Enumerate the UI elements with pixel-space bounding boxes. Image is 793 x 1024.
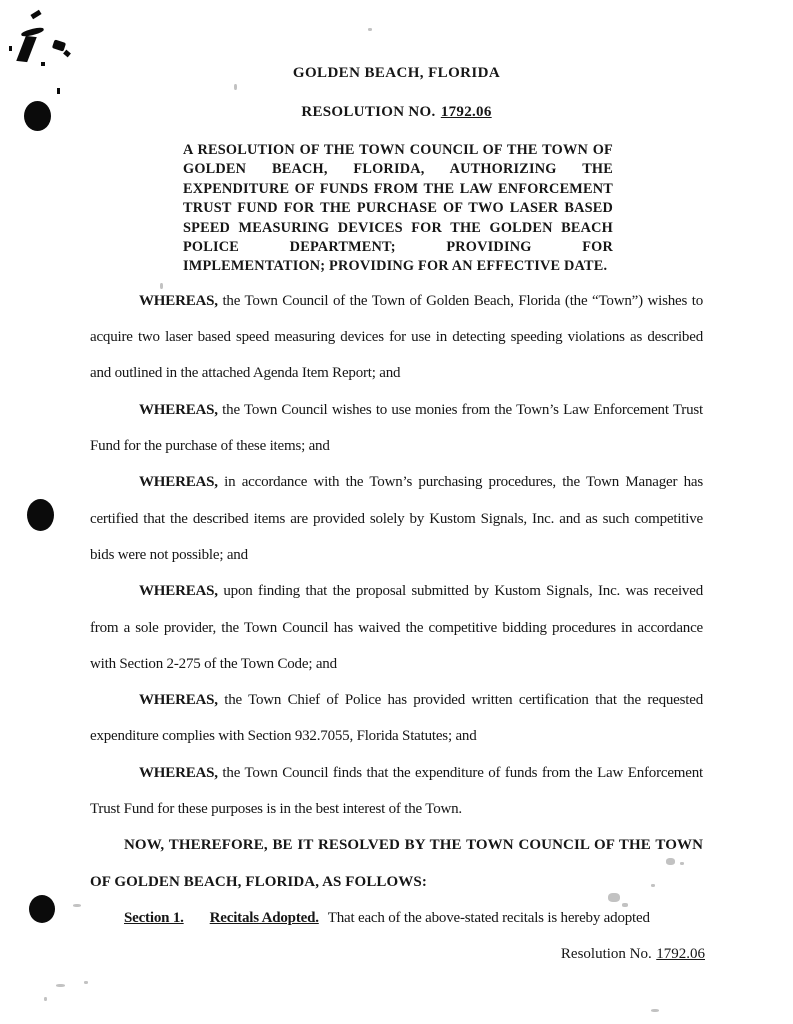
footer-resolution-number: 1792.06 (656, 946, 705, 963)
recital-paragraph-4 (90, 573, 703, 682)
resolution-body (90, 283, 703, 936)
recital-paragraph-6 (90, 755, 703, 828)
whereas-lead: WHEREAS, (139, 764, 218, 781)
whereas-lead: WHEREAS, (139, 474, 218, 491)
scan-speck (666, 858, 675, 865)
section-1-heading: Recitals Adopted. (209, 909, 319, 926)
scan-speck (234, 84, 237, 90)
ink-smudge (9, 46, 12, 51)
section-1-line (90, 900, 703, 936)
footer-resolution-label: Resolution No. (560, 946, 652, 963)
section-1-text: That each of the above-stated recitals is hereby adopted (327, 909, 650, 926)
recital-paragraph-3 (90, 464, 703, 573)
scan-speck (680, 862, 684, 865)
whereas-lead: WHEREAS, (139, 692, 218, 709)
recital-paragraph-5 (90, 682, 703, 755)
whereas-lead: WHEREAS, (139, 401, 218, 418)
recital-paragraph-2 (90, 392, 703, 465)
recital-text: the Town Council of the Town of Golden Beach, Florida (the “Town”) wishes to acquire two laser based speed measuring devices for use in detecting speeding violations as described and outlined in the attached Agenda Item Report; and (90, 292, 703, 382)
scan-speck (56, 984, 65, 987)
scan-speck (622, 903, 628, 907)
hole-punch-mark (24, 101, 51, 131)
scan-speck (651, 1009, 659, 1012)
recital-text: the Town Chief of Police has provided written certification that the requested expenditure complies with Section 932.7055, Florida Statutes; and (90, 692, 703, 745)
hole-punch-mark (29, 895, 55, 923)
recital-text: the Town Council finds that the expenditure of funds from the Law Enforcement Trust Fund for these purposes is in the best interest of the Town. (90, 764, 703, 817)
section-1-label: Section 1. (124, 909, 184, 926)
document-city-header: GOLDEN BEACH, FLORIDA (292, 65, 501, 81)
scan-speck (368, 28, 372, 31)
recital-paragraph-1 (90, 283, 703, 392)
scan-speck (44, 997, 47, 1001)
scan-speck (84, 981, 88, 984)
recital-text: upon finding that the proposal submitted by Kustom Signals, Inc. was received from a sole provider, the Town Council has waived the competitive bidding procedures in accordance with Section 2-275 of the Town Code; and (90, 583, 703, 672)
resolved-clause: NOW, THEREFORE, BE IT RESOLVED BY THE TOWN COUNCIL OF THE TOWN OF GOLDEN BEACH, FLORIDA, AS FOLLOWS: (90, 837, 703, 890)
page-footer (0, 936, 705, 972)
scan-speck (160, 283, 163, 289)
recital-text: the Town Council wishes to use monies from the Town’s Law Enforcement Trust Fund for the purchase of these items; and (90, 401, 703, 455)
hole-punch-mark (27, 499, 54, 531)
whereas-lead: WHEREAS, (139, 292, 218, 309)
scan-speck (608, 893, 620, 902)
ink-smudge (41, 62, 45, 66)
whereas-lead: WHEREAS, (139, 583, 218, 600)
scan-speck (73, 904, 81, 907)
resolution-title: A RESOLUTION OF THE TOWN COUNCIL OF THE TOWN OF GOLDEN BEACH, FLORIDA, AUTHORIZING THE EXPENDITURE OF FUNDS FROM THE LAW ENFORCEMENT TRUST FUND FOR THE PURCHASE OF TWO LASER BASED SPEED MEASURING DEVICES FOR THE GOLDEN BEACH POLICE DEPARTMENT; PROVIDING FOR IMPLEMENTATION; PROVIDING FOR AN EFFECTIVE DATE. (183, 142, 613, 275)
ink-smudge (57, 88, 60, 94)
scan-speck (651, 884, 655, 887)
resolution-label: RESOLUTION NO. (301, 104, 436, 120)
resolution-number-line (0, 103, 793, 121)
recital-text: in accordance with the Town’s purchasing procedures, the Town Manager has certified that the described items are provided solely by Kustom Signals, Inc. and as such competitive bids were not possible; and (90, 474, 703, 563)
resolution-number: 1792.06 (440, 104, 492, 120)
